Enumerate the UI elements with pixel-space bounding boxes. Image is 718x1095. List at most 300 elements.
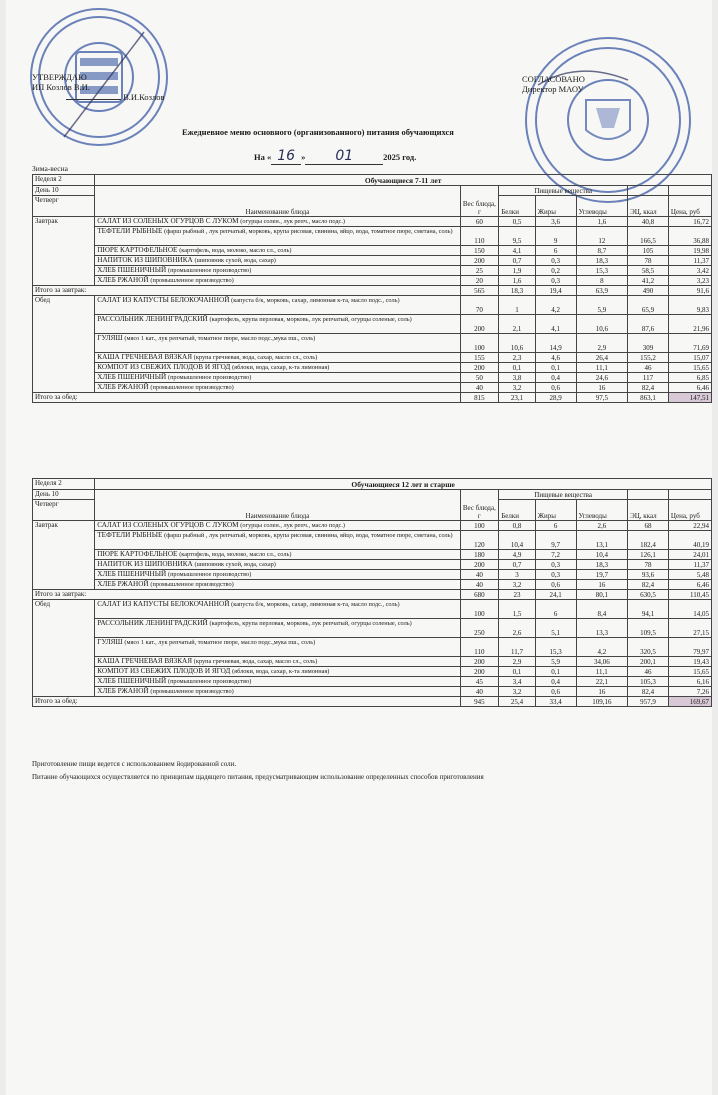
dish-title: КОМПОТ ИЗ СВЕЖИХ ПЛОДОВ И ЯГОД bbox=[97, 667, 231, 675]
dish-name bbox=[95, 353, 460, 363]
total-price: 110,45 bbox=[668, 590, 711, 600]
dish-weight: 40 bbox=[460, 570, 499, 580]
approve-left-sign: В.И.Козлов bbox=[123, 92, 165, 102]
dish-kcal: 46 bbox=[628, 363, 669, 373]
dish-kcal: 78 bbox=[628, 560, 669, 570]
dish-kcal: 320,5 bbox=[628, 638, 669, 657]
dish-composition: (промышленное производство) bbox=[150, 688, 234, 695]
dish-fat: 0,2 bbox=[535, 266, 576, 276]
dish-fat: 0,1 bbox=[535, 667, 576, 677]
dish-name bbox=[95, 677, 460, 687]
dish-weight: 45 bbox=[460, 677, 499, 687]
dish-fat: 15,3 bbox=[535, 638, 576, 657]
dish-name bbox=[95, 246, 460, 256]
dish-protein: 2,1 bbox=[499, 315, 536, 334]
dish-composition: (промышленное производство) bbox=[150, 581, 234, 588]
dish-protein: 0,8 bbox=[499, 521, 536, 531]
table-row bbox=[33, 580, 712, 590]
table-row bbox=[33, 550, 712, 560]
total-protein: 23,1 bbox=[499, 393, 536, 403]
meal-label: Завтрак bbox=[33, 217, 95, 286]
table-row bbox=[33, 600, 712, 619]
header-blank-price bbox=[668, 186, 711, 196]
dish-carbs: 34,06 bbox=[576, 657, 628, 667]
total-row bbox=[33, 393, 712, 403]
date-day: 16 bbox=[271, 148, 301, 165]
dish-fat: 0,6 bbox=[535, 383, 576, 393]
dish-price: 11,37 bbox=[668, 256, 711, 266]
dish-price: 27,15 bbox=[668, 619, 711, 638]
total-label: Итого за обед: bbox=[33, 393, 461, 403]
dish-price: 6,85 bbox=[668, 373, 711, 383]
dish-weight: 40 bbox=[460, 580, 499, 590]
dish-protein: 1 bbox=[499, 296, 536, 315]
dish-fat: 7,2 bbox=[535, 550, 576, 560]
weekday-label: Четверг bbox=[33, 500, 95, 521]
dish-kcal: 155,2 bbox=[628, 353, 669, 363]
dish-kcal: 82,4 bbox=[628, 383, 669, 393]
dish-weight: 200 bbox=[460, 256, 499, 266]
dish-kcal: 68 bbox=[628, 521, 669, 531]
table-row bbox=[33, 687, 712, 697]
dish-weight: 20 bbox=[460, 276, 499, 286]
dish-title: НАПИТОК ИЗ ШИПОВНИКА bbox=[97, 560, 193, 568]
total-carbs: 63,9 bbox=[576, 286, 628, 296]
dish-weight: 100 bbox=[460, 600, 499, 619]
dish-carbs: 26,4 bbox=[576, 353, 628, 363]
table-row bbox=[33, 619, 712, 638]
dish-weight: 180 bbox=[460, 550, 499, 560]
dish-fat: 6 bbox=[535, 600, 576, 619]
date-prefix: На « bbox=[254, 152, 272, 162]
dish-weight: 120 bbox=[460, 531, 499, 550]
total-row bbox=[33, 697, 712, 707]
dish-weight: 100 bbox=[460, 334, 499, 353]
total-protein: 18,3 bbox=[499, 286, 536, 296]
dish-name bbox=[95, 256, 460, 266]
menu-date bbox=[254, 148, 416, 164]
dish-fat: 0,3 bbox=[535, 570, 576, 580]
dish-kcal: 46 bbox=[628, 667, 669, 677]
dish-name bbox=[95, 580, 460, 590]
dish-weight: 155 bbox=[460, 353, 499, 363]
dish-price: 3,23 bbox=[668, 276, 711, 286]
date-year: 2025 год. bbox=[383, 152, 417, 162]
dish-composition: (крупа гречневая, вода, сахар, масло сл., соль) bbox=[193, 658, 318, 665]
total-weight: 945 bbox=[460, 697, 499, 707]
dish-protein: 3,2 bbox=[499, 580, 536, 590]
dish-fat: 0,4 bbox=[535, 677, 576, 687]
dish-price: 7,26 bbox=[668, 687, 711, 697]
total-carbs: 109,16 bbox=[576, 697, 628, 707]
dish-protein: 2,3 bbox=[499, 353, 536, 363]
dish-price: 6,16 bbox=[668, 677, 711, 687]
menu-table-12-plus bbox=[32, 478, 712, 707]
dish-fat: 0,6 bbox=[535, 580, 576, 590]
dish-title: РАССОЛЬНИК ЛЕНИНГРАДСКИЙ bbox=[97, 619, 208, 627]
dish-title: ХЛЕБ ПШЕНИЧНЫЙ bbox=[97, 677, 167, 685]
dish-composition: (картофель, вода, молоко, масло сл., соль) bbox=[179, 551, 292, 558]
dish-protein: 2,6 bbox=[499, 619, 536, 638]
dish-composition: (фарш рыбный , лук репчатый, морковь, крупа рисовая, свинина, яйцо, вода, томатное пюре, сметана, соль) bbox=[164, 228, 453, 235]
dish-title: РАССОЛЬНИК ЛЕНИНГРАДСКИЙ bbox=[97, 315, 208, 323]
dish-title: ТЕФТЕЛИ РЫБНЫЕ bbox=[97, 227, 163, 235]
table-row bbox=[33, 353, 712, 363]
total-price: 91,6 bbox=[668, 286, 711, 296]
dish-composition: (промышленное производство) bbox=[167, 678, 252, 685]
approve-right-role: Директор МАОУ bbox=[522, 84, 584, 94]
footer-line-2: Питание обучающихся осуществляется по принципам щадящего питания, предусматривающим использование определенных способов приготовления bbox=[32, 773, 484, 781]
age-group-title: Обучающиеся 12 лет и старше bbox=[95, 479, 712, 490]
dish-protein: 4,1 bbox=[499, 246, 536, 256]
dish-title: ХЛЕБ ПШЕНИЧНЫЙ bbox=[97, 570, 167, 578]
dish-name bbox=[95, 383, 460, 393]
dish-carbs: 11,1 bbox=[576, 667, 628, 677]
dish-carbs: 16 bbox=[576, 687, 628, 697]
approve-left-org: ИП Козлов В.И. bbox=[32, 82, 90, 92]
total-price: 169,67 bbox=[668, 697, 711, 707]
dish-carbs: 2,9 bbox=[576, 334, 628, 353]
dish-kcal: 41,2 bbox=[628, 276, 669, 286]
dish-protein: 10,4 bbox=[499, 531, 536, 550]
dish-protein: 1,6 bbox=[499, 276, 536, 286]
dish-fat: 0,3 bbox=[535, 256, 576, 266]
dish-protein: 9,5 bbox=[499, 227, 536, 246]
dish-composition: (картофель, вода, молоко, масло сл., соль) bbox=[179, 247, 292, 254]
dish-protein: 0,7 bbox=[499, 560, 536, 570]
dish-name bbox=[95, 217, 460, 227]
dish-title: ГУЛЯШ bbox=[97, 334, 123, 342]
dish-kcal: 166,5 bbox=[628, 227, 669, 246]
dish-carbs: 13,1 bbox=[576, 531, 628, 550]
dish-weight: 200 bbox=[460, 667, 499, 677]
dish-weight: 150 bbox=[460, 246, 499, 256]
dish-composition: (крупа гречневая, вода, сахар, масло сл., соль) bbox=[193, 354, 318, 361]
dish-name bbox=[95, 531, 460, 550]
dish-composition: (фарш рыбный , лук репчатый, морковь, крупа рисовая, свинина, яйцо, вода, томатное пюре, сметана, соль) bbox=[164, 532, 453, 539]
total-carbs: 97,5 bbox=[576, 393, 628, 403]
footer-line-1: Приготовление пищи ведется с использованием йодированной соли. bbox=[32, 760, 237, 768]
dish-weight: 100 bbox=[460, 521, 499, 531]
dish-carbs: 16 bbox=[576, 383, 628, 393]
dish-composition: (промышленное производство) bbox=[167, 374, 252, 381]
dish-title: ХЛЕБ РЖАНОЙ bbox=[97, 580, 149, 588]
dish-fat: 0,4 bbox=[535, 373, 576, 383]
total-weight: 680 bbox=[460, 590, 499, 600]
menu-table-7-11 bbox=[32, 174, 712, 403]
dish-carbs: 8,4 bbox=[576, 600, 628, 619]
meal-label: Обед bbox=[33, 600, 95, 697]
table-row bbox=[33, 383, 712, 393]
dish-price: 5,48 bbox=[668, 570, 711, 580]
total-label: Итого за обед: bbox=[33, 697, 461, 707]
dish-composition: (яблоки, вода, сахар, к-та лимонная) bbox=[232, 364, 330, 371]
dish-protein: 3,2 bbox=[499, 383, 536, 393]
total-fat: 33,4 bbox=[535, 697, 576, 707]
dish-weight: 60 bbox=[460, 217, 499, 227]
dish-price: 21,96 bbox=[668, 315, 711, 334]
dish-name bbox=[95, 521, 460, 531]
header-fat: Жиры bbox=[535, 196, 576, 217]
week-label: Неделя 2 bbox=[33, 175, 95, 186]
dish-composition: (мясо 1 кат., лук репчатый, томатное пюре, масло подс.,мука пш., соль) bbox=[124, 639, 316, 646]
dish-weight: 200 bbox=[460, 560, 499, 570]
dish-name bbox=[95, 550, 460, 560]
table-row bbox=[33, 657, 712, 667]
dish-title: ХЛЕБ РЖАНОЙ bbox=[97, 383, 149, 391]
table-row bbox=[33, 677, 712, 687]
dish-price: 16,72 bbox=[668, 217, 711, 227]
total-protein: 23 bbox=[499, 590, 536, 600]
dish-title: КАША ГРЕЧНЕВАЯ ВЯЗКАЯ bbox=[97, 657, 193, 665]
table-row bbox=[33, 296, 712, 315]
dish-weight: 50 bbox=[460, 373, 499, 383]
table-row bbox=[33, 246, 712, 256]
table-row bbox=[33, 373, 712, 383]
dish-carbs: 11,1 bbox=[576, 363, 628, 373]
dish-title: ХЛЕБ ПШЕНИЧНЫЙ bbox=[97, 373, 167, 381]
header-price: Цена, руб bbox=[668, 196, 711, 217]
total-weight: 565 bbox=[460, 286, 499, 296]
dish-composition: (капуста б/к, морковь, сахар, лимонная к-та, масло подс., соль) bbox=[231, 601, 400, 608]
dish-fat: 4,2 bbox=[535, 296, 576, 315]
dish-composition: (шиповник сухой, вода, сахар) bbox=[194, 561, 276, 568]
total-fat: 19,4 bbox=[535, 286, 576, 296]
dish-name bbox=[95, 276, 460, 286]
dish-kcal: 105 bbox=[628, 246, 669, 256]
day-label: День 10 bbox=[33, 490, 95, 500]
dish-composition: (промышленное производство) bbox=[167, 267, 252, 274]
total-kcal: 957,9 bbox=[628, 697, 669, 707]
week-label: Неделя 2 bbox=[33, 479, 95, 490]
total-row bbox=[33, 590, 712, 600]
dish-fat: 6 bbox=[535, 521, 576, 531]
approve-left-title: УТВЕРЖДАЮ bbox=[32, 72, 87, 82]
day-label: День 10 bbox=[33, 186, 95, 196]
dish-composition: (промышленное производство) bbox=[150, 384, 234, 391]
dish-protein: 3,4 bbox=[499, 677, 536, 687]
dish-composition: (шиповник сухой, вода, сахар) bbox=[194, 257, 276, 264]
dish-carbs: 18,3 bbox=[576, 256, 628, 266]
dish-title: САЛАТ ИЗ СОЛЕНЫХ ОГУРЦОВ С ЛУКОМ bbox=[97, 217, 239, 225]
table-row bbox=[33, 363, 712, 373]
dish-protein: 1,5 bbox=[499, 600, 536, 619]
dish-name bbox=[95, 315, 460, 334]
dish-title: ПЮРЕ КАРТОФЕЛЬНОЕ bbox=[97, 246, 178, 254]
season-label: Зима-весна bbox=[32, 164, 68, 173]
dish-kcal: 309 bbox=[628, 334, 669, 353]
dish-weight: 40 bbox=[460, 383, 499, 393]
dish-title: ХЛЕБ ПШЕНИЧНЫЙ bbox=[97, 266, 167, 274]
table-row bbox=[33, 266, 712, 276]
table-row bbox=[33, 256, 712, 266]
dish-kcal: 40,8 bbox=[628, 217, 669, 227]
dish-carbs: 8,7 bbox=[576, 246, 628, 256]
dish-price: 14,05 bbox=[668, 600, 711, 619]
table-row bbox=[33, 638, 712, 657]
header-price: Цена, руб bbox=[668, 500, 711, 521]
dish-fat: 14,9 bbox=[535, 334, 576, 353]
dish-weight: 200 bbox=[460, 315, 499, 334]
dish-kcal: 87,6 bbox=[628, 315, 669, 334]
header-blank-kcal bbox=[628, 186, 669, 196]
dish-protein: 0,5 bbox=[499, 217, 536, 227]
dish-carbs: 2,6 bbox=[576, 521, 628, 531]
dish-price: 6,46 bbox=[668, 580, 711, 590]
dish-price: 3,42 bbox=[668, 266, 711, 276]
dish-protein: 0,1 bbox=[499, 667, 536, 677]
dish-name bbox=[95, 687, 460, 697]
dish-price: 11,37 bbox=[668, 560, 711, 570]
dish-price: 6,46 bbox=[668, 383, 711, 393]
header-weight: Вес блюда, г bbox=[460, 490, 499, 521]
header-kcal: ЭЦ, ккал bbox=[628, 196, 669, 217]
dish-title: ПЮРЕ КАРТОФЕЛЬНОЕ bbox=[97, 550, 178, 558]
dish-carbs: 5,9 bbox=[576, 296, 628, 315]
dish-weight: 40 bbox=[460, 687, 499, 697]
dish-kcal: 82,4 bbox=[628, 580, 669, 590]
dish-protein: 0,7 bbox=[499, 256, 536, 266]
dish-price: 15,65 bbox=[668, 667, 711, 677]
table-row bbox=[33, 276, 712, 286]
total-fat: 28,9 bbox=[535, 393, 576, 403]
table-row bbox=[33, 315, 712, 334]
dish-composition: (картофель, крупа перловая, морковь, лук репчатый, огурцы соленые, соль) bbox=[209, 620, 412, 627]
dish-kcal: 82,4 bbox=[628, 687, 669, 697]
total-label: Итого за завтрак: bbox=[33, 590, 461, 600]
dish-composition: (огурцы солен., лук репч., масло подс.) bbox=[240, 522, 346, 529]
dish-kcal: 109,5 bbox=[628, 619, 669, 638]
dish-title: САЛАТ ИЗ КАПУСТЫ БЕЛОКОЧАННОЙ bbox=[97, 296, 230, 304]
table-row bbox=[33, 334, 712, 353]
dish-kcal: 93,6 bbox=[628, 570, 669, 580]
dish-protein: 11,7 bbox=[499, 638, 536, 657]
dish-protein: 3,2 bbox=[499, 687, 536, 697]
table-row bbox=[33, 667, 712, 677]
dish-name bbox=[95, 334, 460, 353]
dish-carbs: 8 bbox=[576, 276, 628, 286]
dish-carbs: 16 bbox=[576, 580, 628, 590]
date-mid: » bbox=[301, 152, 306, 162]
dish-kcal: 182,4 bbox=[628, 531, 669, 550]
total-kcal: 630,5 bbox=[628, 590, 669, 600]
dish-carbs: 1,6 bbox=[576, 217, 628, 227]
total-price: 147,51 bbox=[668, 393, 711, 403]
signature-line bbox=[66, 99, 121, 100]
total-kcal: 863,1 bbox=[628, 393, 669, 403]
dish-fat: 0,1 bbox=[535, 363, 576, 373]
dish-name bbox=[95, 638, 460, 657]
meal-label: Обед bbox=[33, 296, 95, 393]
dish-name bbox=[95, 619, 460, 638]
dish-kcal: 58,5 bbox=[628, 266, 669, 276]
dish-price: 24,01 bbox=[668, 550, 711, 560]
header-weight: Вес блюда, г bbox=[460, 186, 499, 217]
dish-protein: 3 bbox=[499, 570, 536, 580]
dish-protein: 1,9 bbox=[499, 266, 536, 276]
dish-fat: 5,9 bbox=[535, 657, 576, 667]
dish-protein: 10,6 bbox=[499, 334, 536, 353]
dish-composition: (картофель, крупа перловая, морковь, лук репчатый, огурцы соленые, соль) bbox=[209, 316, 412, 323]
dish-kcal: 117 bbox=[628, 373, 669, 383]
dish-fat: 9,7 bbox=[535, 531, 576, 550]
dish-title: ГУЛЯШ bbox=[97, 638, 123, 646]
dish-name bbox=[95, 296, 460, 315]
dish-price: 15,65 bbox=[668, 363, 711, 373]
dish-name bbox=[95, 373, 460, 383]
dish-name bbox=[95, 227, 460, 246]
dish-carbs: 24,6 bbox=[576, 373, 628, 383]
dish-weight: 70 bbox=[460, 296, 499, 315]
total-fat: 24,1 bbox=[535, 590, 576, 600]
dish-carbs: 19,7 bbox=[576, 570, 628, 580]
approve-right-title: СОГЛАСОВАНО bbox=[522, 74, 585, 84]
table-row bbox=[33, 531, 712, 550]
header-kcal: ЭЦ, ккал bbox=[628, 500, 669, 521]
dish-composition: (мясо 1 кат., лук репчатый, томатное пюре, масло подс.,мука пш., соль) bbox=[124, 335, 316, 342]
header-fat: Жиры bbox=[535, 500, 576, 521]
dish-title: КОМПОТ ИЗ СВЕЖИХ ПЛОДОВ И ЯГОД bbox=[97, 363, 231, 371]
dish-price: 19,98 bbox=[668, 246, 711, 256]
dish-kcal: 105,3 bbox=[628, 677, 669, 687]
dish-composition: (промышленное производство) bbox=[150, 277, 234, 284]
header-name-cell: Наименование блюда bbox=[95, 490, 460, 521]
total-carbs: 80,1 bbox=[576, 590, 628, 600]
dish-name bbox=[95, 363, 460, 373]
dish-protein: 0,1 bbox=[499, 363, 536, 373]
dish-fat: 0,6 bbox=[535, 687, 576, 697]
dish-title: КАША ГРЕЧНЕВАЯ ВЯЗКАЯ bbox=[97, 353, 193, 361]
total-label: Итого за завтрак: bbox=[33, 286, 461, 296]
dish-title: САЛАТ ИЗ КАПУСТЫ БЕЛОКОЧАННОЙ bbox=[97, 600, 230, 608]
table-row bbox=[33, 521, 712, 531]
dish-price: 15,07 bbox=[668, 353, 711, 363]
dish-fat: 4,1 bbox=[535, 315, 576, 334]
dish-name bbox=[95, 657, 460, 667]
dish-fat: 3,6 bbox=[535, 217, 576, 227]
total-weight: 815 bbox=[460, 393, 499, 403]
dish-carbs: 10,4 bbox=[576, 550, 628, 560]
dish-composition: (капуста б/к, морковь, сахар, лимонная к-та, масло подс., соль) bbox=[231, 297, 400, 304]
dish-title: ХЛЕБ РЖАНОЙ bbox=[97, 276, 149, 284]
dish-price: 36,88 bbox=[668, 227, 711, 246]
dish-title: САЛАТ ИЗ СОЛЕНЫХ ОГУРЦОВ С ЛУКОМ bbox=[97, 521, 239, 529]
total-protein: 25,4 bbox=[499, 697, 536, 707]
dish-carbs: 13,3 bbox=[576, 619, 628, 638]
dish-fat: 0,3 bbox=[535, 560, 576, 570]
dish-weight: 25 bbox=[460, 266, 499, 276]
dish-carbs: 22,1 bbox=[576, 677, 628, 687]
table-row bbox=[33, 560, 712, 570]
date-month: 01 bbox=[305, 148, 383, 165]
header-name-cell: Наименование блюда bbox=[95, 186, 460, 217]
header-nutrients: Пищевые вещества bbox=[499, 490, 628, 500]
weekday-label: Четверг bbox=[33, 196, 95, 217]
dish-price: 40,19 bbox=[668, 531, 711, 550]
header-blank-price bbox=[668, 490, 711, 500]
dish-name bbox=[95, 570, 460, 580]
table-row bbox=[33, 227, 712, 246]
dish-name bbox=[95, 600, 460, 619]
dish-title: ХЛЕБ РЖАНОЙ bbox=[97, 687, 149, 695]
dish-kcal: 126,1 bbox=[628, 550, 669, 560]
dish-price: 79,97 bbox=[668, 638, 711, 657]
total-row bbox=[33, 286, 712, 296]
table-row bbox=[33, 217, 712, 227]
dish-kcal: 200,1 bbox=[628, 657, 669, 667]
header-nutrients: Пищевые вещества bbox=[499, 186, 628, 196]
age-group-title: Обучающиеся 7-11 лет bbox=[95, 175, 712, 186]
